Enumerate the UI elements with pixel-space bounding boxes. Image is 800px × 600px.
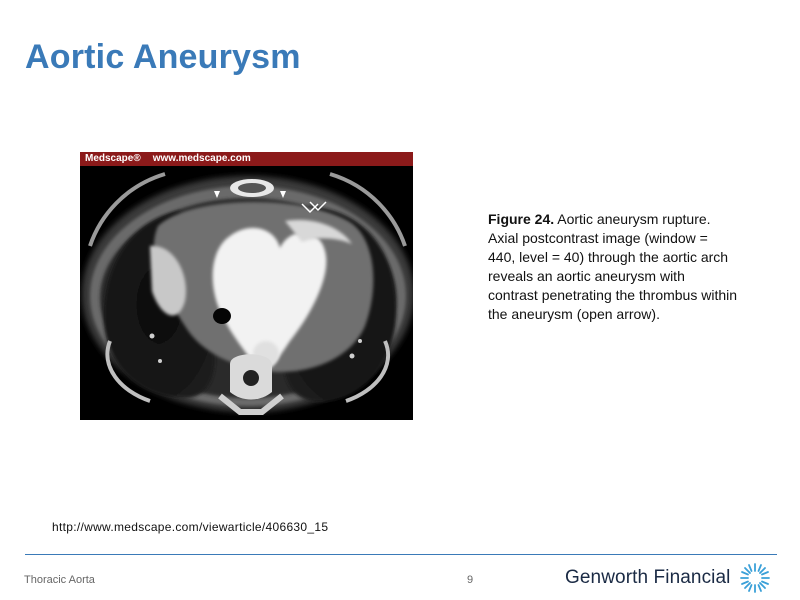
ct-scan-figure — [80, 152, 413, 420]
company-name: Genworth Financial — [565, 567, 731, 588]
slide-title: Aortic Aneurysm — [25, 38, 301, 76]
source-link[interactable]: http://www.medscape.com/viewarticle/406630_15 — [52, 520, 329, 534]
footer-section-title: Thoracic Aorta — [24, 574, 95, 586]
footer-divider — [25, 554, 777, 555]
ct-scan-image — [80, 166, 413, 420]
company-logo — [565, 562, 771, 594]
figure-label: Figure 24. — [488, 211, 555, 227]
image-header — [80, 152, 413, 166]
header-url: www.medscape.com — [152, 153, 251, 164]
figure-caption — [488, 210, 738, 324]
header-brand: Medscape® — [85, 153, 141, 164]
figure-caption-text: Aortic aneurysm rupture. Axial postcontrast image (window = 440, level = 40) through the aortic arch reveals an aortic aneurysm with contrast penetrating the thrombus within the aneurysm (open arrow). — [488, 211, 738, 322]
starburst-logo-icon — [739, 562, 771, 594]
page-number: 9 — [467, 574, 474, 586]
